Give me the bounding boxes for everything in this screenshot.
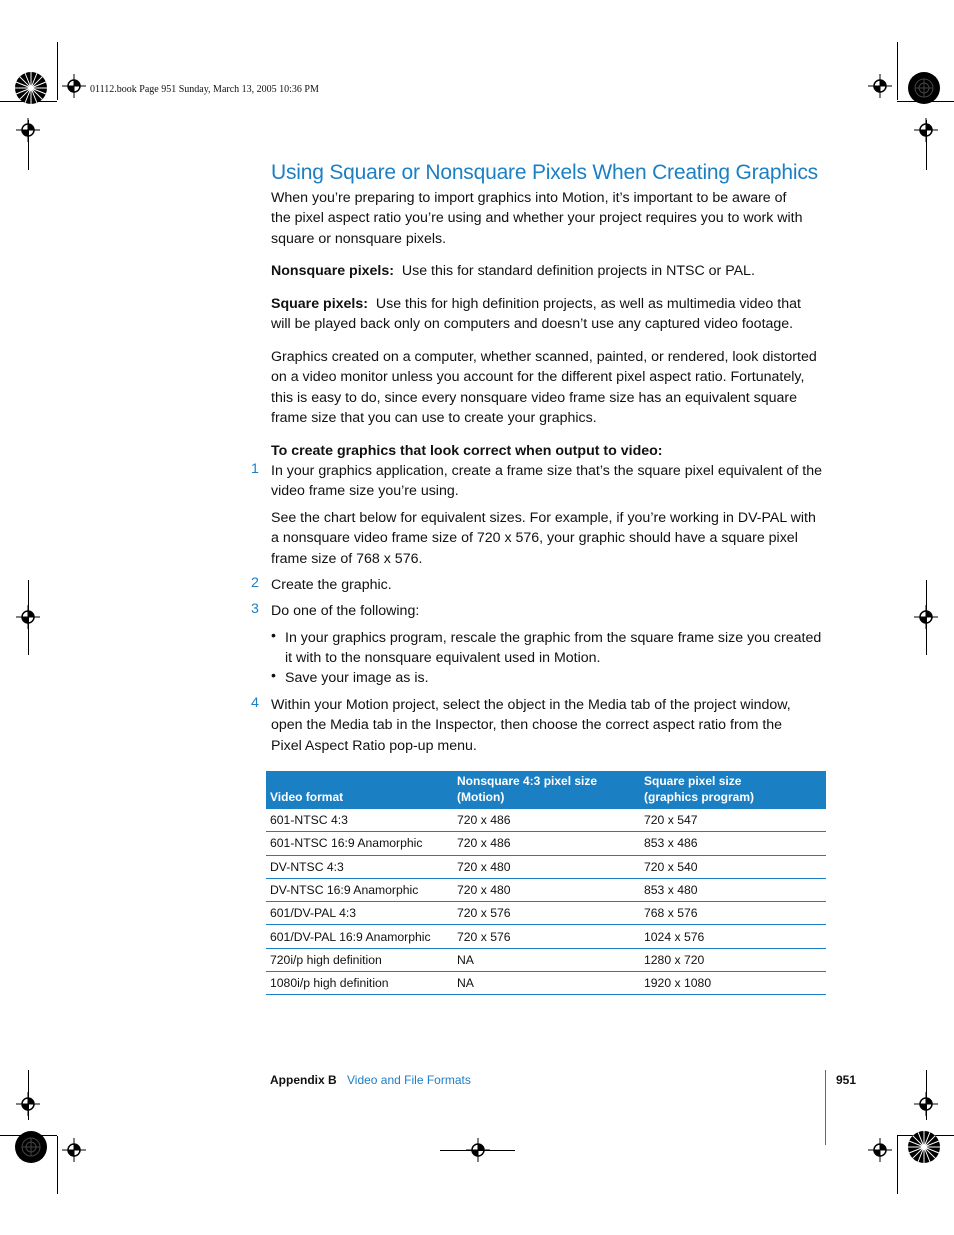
registration-target-icon — [16, 605, 40, 629]
table-row: DV-NTSC 16:9 Anamorphic 720 x 480 853 x 480 — [266, 878, 826, 901]
step-note: See the chart below for equivalent sizes. For example, if you’re working in DV-PAL with a nonsquare video frame size of 720 x 576, your graphic should have a square pixel frame size of 768 x 576. — [271, 510, 816, 567]
table-row: 601-NTSC 4:3 720 x 486 720 x 547 — [266, 809, 826, 832]
footer-appendix: Appendix B — [270, 1073, 337, 1087]
step-text: Within your Motion project, select the object in the Media tab of the project window, open the Media tab in the Inspector, then choose the correct aspect ratio from the Pixel Aspect Ratio pop-up menu. — [271, 697, 791, 754]
footer-chapter: Video and File Formats — [347, 1073, 471, 1087]
registration-target-icon — [868, 1138, 892, 1162]
table-header — [266, 771, 826, 809]
step-number: 4 — [251, 695, 259, 711]
star-target-icon — [907, 1130, 941, 1164]
registration-target-icon — [868, 74, 892, 98]
registration-target-icon — [914, 1092, 938, 1116]
step-number: 1 — [251, 461, 259, 477]
step-text: Do one of the following: — [271, 603, 420, 619]
crop-mark — [57, 42, 58, 100]
star-target-icon — [14, 71, 48, 105]
table-row: 601/DV-PAL 16:9 Anamorphic 720 x 576 1024 x 576 — [266, 925, 826, 948]
registration-target-icon — [16, 118, 40, 142]
star-target-icon — [14, 1130, 48, 1164]
nonsquare-pixels-term: Nonsquare pixels: Use this for standard definition projects in NTSC or PAL. — [271, 263, 755, 279]
column-header: Nonsquare 4:3 pixel size (Motion) — [457, 774, 598, 804]
column-header: Square pixel size (graphics program) — [644, 774, 755, 804]
table-row: 601/DV-PAL 4:3 720 x 576 768 x 576 — [266, 902, 826, 925]
registration-target-icon — [914, 118, 938, 142]
crop-mark — [897, 1136, 898, 1194]
registration-target-icon — [914, 605, 938, 629]
intro-paragraph: When you’re preparing to import graphics into Motion, it’s important to be aware of the pixel aspect ratio you’re using and whether your project requires you to work with square or nonsquare pixels. — [271, 190, 803, 247]
book-info: 01112.book Page 951 Sunday, March 13, 2005 10:36 PM — [90, 84, 319, 95]
square-pixels-term: Square pixels: Use this for high definition projects, as well as multimedia video that will be played back only on computers and doesn’t use any captured video footage. — [271, 296, 801, 333]
table-row: DV-NTSC 4:3 720 x 480 720 x 540 — [266, 855, 826, 878]
footer-divider — [825, 1070, 826, 1145]
registration-target-icon — [62, 74, 86, 98]
table-row: 601-NTSC 16:9 Anamorphic 720 x 486 853 x 486 — [266, 832, 826, 855]
step-number: 2 — [251, 575, 259, 591]
crop-mark — [57, 1136, 58, 1194]
crop-mark — [897, 42, 898, 100]
step-text: In your graphics application, create a frame size that’s the square pixel equivalent of the video frame size you’re using. — [271, 463, 823, 500]
table-row: 720i/p high definition NA 1280 x 720 — [266, 948, 826, 971]
graphics-paragraph: Graphics created on a computer, whether scanned, painted, or rendered, look distorted on a video monitor unless you account for the different pixel aspect ratio. Fortunately, this is easy to do, since every nonsquare video frame size has an equivalent square frame size that you can use to create your graphics. — [271, 349, 817, 427]
registration-target-icon — [16, 1092, 40, 1116]
bullet-item: In your graphics program, rescale the graphic from the square frame size you created it with to the nonsquare equivalent used in Motion. — [285, 630, 822, 667]
bullet-marker: • — [271, 668, 276, 684]
star-target-icon — [907, 71, 941, 105]
section-heading: Using Square or Nonsquare Pixels When Creating Graphics — [271, 161, 818, 184]
procedure-title: To create graphics that look correct when output to video: — [271, 443, 663, 459]
registration-target-icon — [466, 1138, 490, 1162]
table-row: 1080i/p high definition NA 1920 x 1080 — [266, 972, 826, 995]
page-number: 951 — [836, 1073, 857, 1087]
step-number: 3 — [251, 601, 259, 617]
registration-target-icon — [62, 1138, 86, 1162]
bullet-item: Save your image as is. — [285, 670, 429, 686]
pixel-size-table — [266, 771, 826, 995]
bullet-marker: • — [271, 628, 276, 644]
column-header: Video format — [270, 789, 344, 804]
step-text: Create the graphic. — [271, 577, 392, 593]
